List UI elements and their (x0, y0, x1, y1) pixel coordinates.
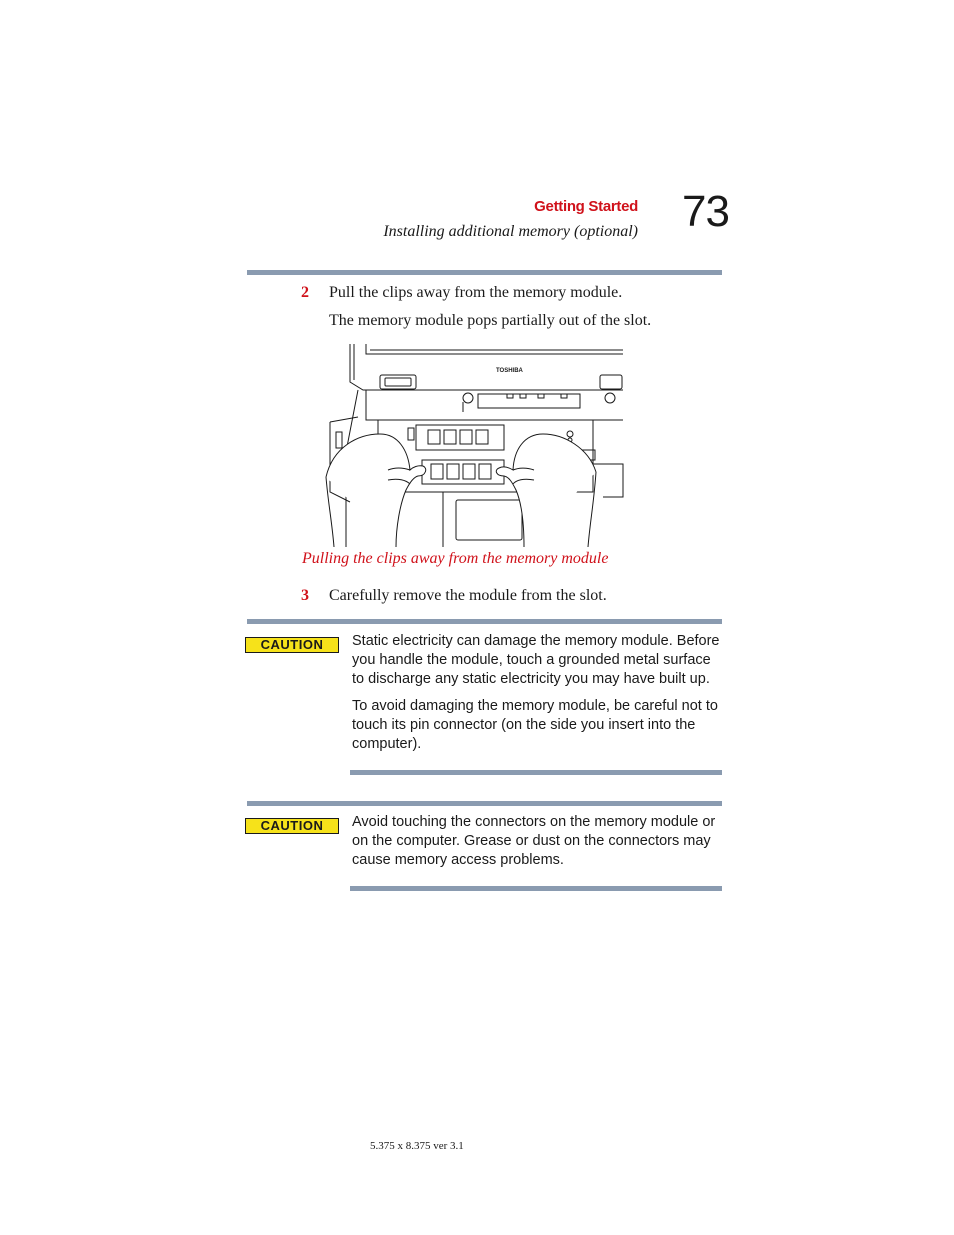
caution-badge: CAUTION (245, 637, 339, 653)
caution-top-rule (247, 619, 722, 624)
subsection-title: Installing additional memory (optional) (383, 223, 638, 240)
page-number: 73 (682, 187, 729, 236)
section-title: Getting Started (534, 198, 638, 215)
caution-text: Static electricity can damage the memory module. Before you handle the module, touch a grounded metal surface to discharge any static electricity you may have built up. (352, 633, 720, 687)
caution-text: Avoid touching the connectors on the memory module or on the computer. Grease or dust on the connectors may cause memory access problems. (352, 814, 716, 868)
header-rule (247, 270, 722, 275)
step-number: 3 (301, 587, 309, 604)
caution-top-rule (247, 801, 722, 806)
footer-version: 5.375 x 8.375 ver 3.1 (370, 1140, 464, 1152)
step-followup: The memory module pops partially out of the slot. (329, 312, 652, 329)
toshiba-logo: TOSHIBA (496, 368, 523, 374)
figure-caption: Pulling the clips away from the memory module (302, 550, 609, 567)
caution-text: To avoid damaging the memory module, be careful not to touch its pin connector (on the side you insert into the computer). (352, 698, 718, 752)
caution-badge: CAUTION (245, 818, 339, 834)
caution-bottom-rule (350, 886, 722, 891)
step-text: Carefully remove the module from the slot. (329, 587, 607, 604)
step-number: 2 (301, 284, 309, 301)
caution-bottom-rule (350, 770, 722, 775)
memory-module-illustration (318, 342, 628, 547)
step-text: Pull the clips away from the memory module. (329, 284, 623, 301)
